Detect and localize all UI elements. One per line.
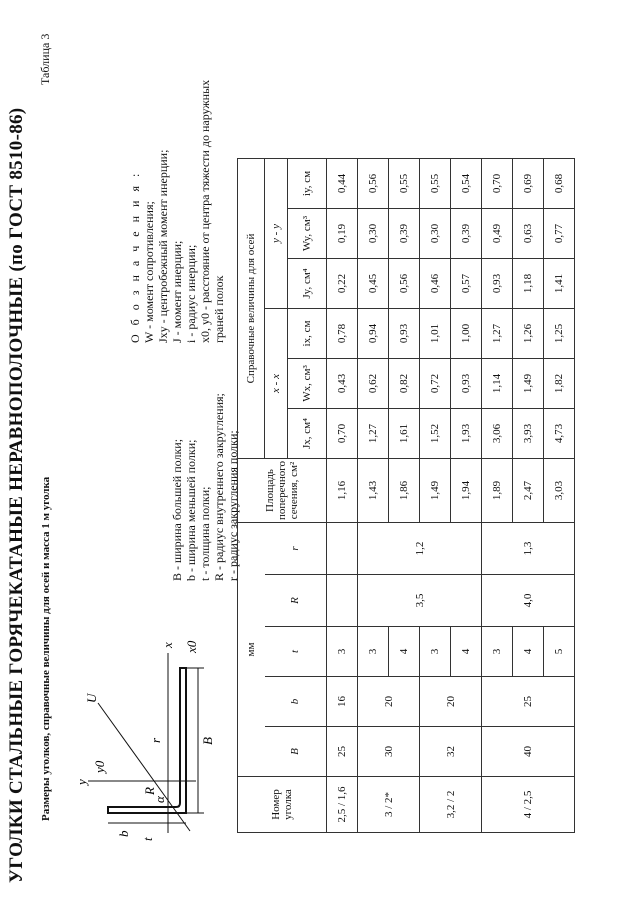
angle-section-diagram [74,603,218,853]
header-r: r [265,523,327,575]
table-row [420,159,451,833]
cell-ix: 1,00 [451,309,482,359]
notation-line: i - радиус инерции; [184,244,198,343]
legend-dim-line: r - радиус закругления полки; [226,430,240,581]
header-t: t [265,627,327,677]
table-row [358,159,389,833]
diagram-alpha-label: α [152,796,167,803]
cell-B: 25 [327,727,358,777]
cell-b: 16 [327,677,358,727]
table-label: Таблица 3 [38,33,52,85]
cell-R [327,575,358,627]
cell-Wy: 0,39 [451,209,482,259]
table-row [482,159,513,833]
cell-Wx: 1,14 [482,359,513,409]
diagram-U-label: U [84,693,99,703]
cell-Jy: 0,57 [451,259,482,309]
header-Jy: Jy, см⁴ [288,259,327,309]
header-Jx: Jx, см⁴ [288,409,327,459]
page-title: УГОЛКИ СТАЛЬНЫЕ ГОРЯЧЕКАТАНЫЕ НЕРАВНОПОЛОЧНЫЕ (по ГОСТ 8510-86) [6,107,27,883]
legend-dim-line: b - ширина меньшей полки; [184,439,198,581]
cell-area: 1,16 [327,459,358,523]
cell-area: 2,47 [513,459,544,523]
cell-t: 4 [451,627,482,677]
cell-Jx: 4,73 [544,409,575,459]
header-mm: мм [238,523,265,777]
cell-number: 4 / 2,5 [482,777,575,833]
notation-line: J - момент инерции; [170,240,184,343]
cell-Wy: 0,39 [389,209,420,259]
notation-legend [128,80,226,343]
cell-Wy: 0,77 [544,209,575,259]
cell-t: 3 [420,627,451,677]
cell-Jx: 1,27 [358,409,389,459]
notation-line: W - момент сопротивления; [142,201,156,343]
diagram-x-label: x [160,642,175,648]
cell-t: 4 [513,627,544,677]
cell-iy: 0,44 [327,159,358,209]
angle-properties-table [237,158,575,833]
angle-diagram-svg [74,603,218,853]
cell-Jy: 0,93 [482,259,513,309]
header-Wx: Wx, см³ [288,359,327,409]
legend-dim-line: t - толщина полки; [198,486,212,581]
diagram-B-label: B [200,737,215,745]
dimension-legend [170,393,240,581]
cell-Wx: 1,49 [513,359,544,409]
cell-Wx: 1,82 [544,359,575,409]
cell-Jx: 3,93 [513,409,544,459]
notation-line: Jxy - центробежный момент инерции; [156,149,170,343]
cell-Wy: 0,63 [513,209,544,259]
header-axis-yy: y - y [265,159,288,309]
cell-number: 3 / 2* [358,777,420,833]
cell-B: 30 [358,727,420,777]
cell-area: 1,89 [482,459,513,523]
cell-ix: 1,26 [513,309,544,359]
notation-title: О б о з н а ч е н и я : [128,170,142,343]
cell-Wx: 0,93 [451,359,482,409]
cell-Jy: 0,56 [389,259,420,309]
cell-iy: 0,68 [544,159,575,209]
notation-line: x0, y0 - расстояние от центра тяжести до наружных [198,79,212,343]
cell-t: 4 [389,627,420,677]
cell-Wx: 0,82 [389,359,420,409]
diagram-y-label: y [74,779,89,785]
cell-number: 3,2 / 2 [420,777,482,833]
cell-t: 3 [358,627,389,677]
cell-ix: 0,93 [389,309,420,359]
cell-Jx: 3,06 [482,409,513,459]
header-B: B [265,727,327,777]
cell-ix: 0,94 [358,309,389,359]
cell-Jy: 1,41 [544,259,575,309]
cell-iy: 0,69 [513,159,544,209]
cell-Wy: 0,19 [327,209,358,259]
cell-iy: 0,54 [451,159,482,209]
cell-iy: 0,56 [358,159,389,209]
cell-area: 1,86 [389,459,420,523]
cell-Wx: 0,72 [420,359,451,409]
legend-dim-line: R - радиус внутреннего закругления; [212,393,226,581]
cell-ix: 1,27 [482,309,513,359]
cell-Jx: 1,52 [420,409,451,459]
header-R: R [265,575,327,627]
cell-r: 1,3 [482,523,575,575]
cell-Jy: 0,46 [420,259,451,309]
cell-Wx: 0,43 [327,359,358,409]
cell-iy: 0,55 [389,159,420,209]
cell-R: 4,0 [482,575,575,627]
cell-B: 40 [482,727,575,777]
diagram-b-label: b [116,830,131,837]
cell-t: 3 [482,627,513,677]
cell-area: 1,94 [451,459,482,523]
cell-t: 5 [544,627,575,677]
cell-iy: 0,70 [482,159,513,209]
cell-Wy: 0,30 [420,209,451,259]
cell-t: 3 [327,627,358,677]
cell-R: 3,5 [358,575,482,627]
cell-ix: 0,78 [327,309,358,359]
legend-dim-line: B - ширина большей полки; [170,438,184,581]
cell-Wx: 0,62 [358,359,389,409]
cell-Jy: 1,18 [513,259,544,309]
cell-r [327,523,358,575]
cell-b: 20 [420,677,482,727]
diagram-R-label: R [142,787,157,795]
cell-ix: 1,25 [544,309,575,359]
cell-b: 20 [358,677,420,727]
diagram-t-label: t [140,837,155,841]
cell-area: 1,49 [420,459,451,523]
header-number: Номер уголка [238,777,327,833]
cell-b: 25 [482,677,575,727]
notation-line: граней полок [212,275,226,343]
cell-r: 1,2 [358,523,482,575]
cell-Wy: 0,49 [482,209,513,259]
header-area: Площадь поперечного сечения, см² [238,459,327,523]
header-iy: iy, см [288,159,327,209]
header-ix: ix, см [288,309,327,359]
cell-Jy: 0,45 [358,259,389,309]
cell-area: 3,03 [544,459,575,523]
cell-Jx: 1,93 [451,409,482,459]
table-subtitle: Размеры уголков, справочные величины для осей и масса 1 м уголка [40,476,52,821]
diagram-r-label: r [148,737,163,743]
header-Wy: Wy, см³ [288,209,327,259]
cell-B: 32 [420,727,482,777]
header-axis-xx: x - x [265,309,288,459]
header-b: b [265,677,327,727]
cell-Jx: 0,70 [327,409,358,459]
table-row [327,159,358,833]
cell-number: 2,5 / 1,6 [327,777,358,833]
cell-area: 1,43 [358,459,389,523]
cell-ix: 1,01 [420,309,451,359]
cell-iy: 0,55 [420,159,451,209]
diagram-x0-label: x0 [184,640,199,653]
cell-Jy: 0,22 [327,259,358,309]
header-ref: Справочные величины для осей [238,159,265,459]
diagram-y0-label: y0 [92,760,107,773]
cell-Jx: 1,61 [389,409,420,459]
cell-Wy: 0,30 [358,209,389,259]
